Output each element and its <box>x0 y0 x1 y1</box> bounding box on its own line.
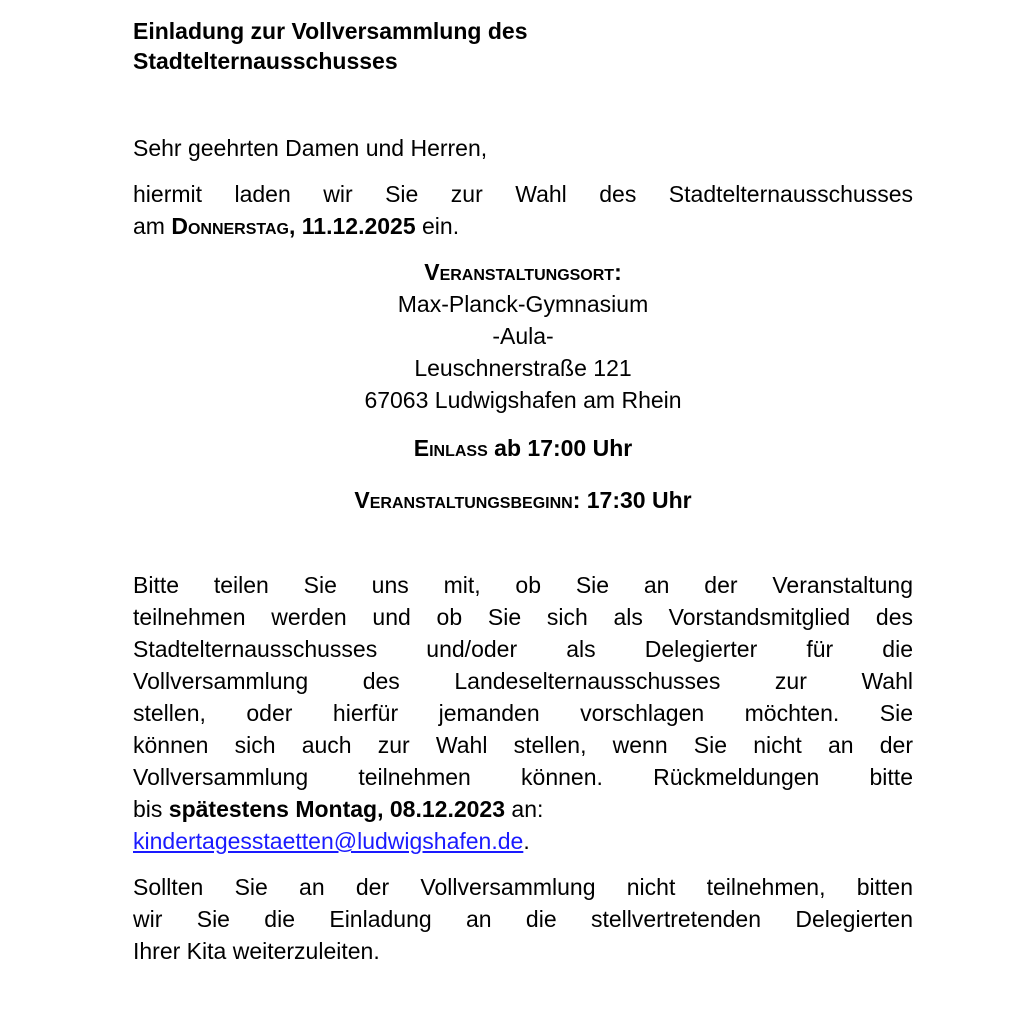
reply-paragraph <box>133 569 913 857</box>
venue-room: -Aula- <box>492 323 554 349</box>
invitation-prefix: am <box>133 213 172 239</box>
invitation-suffix: ein. <box>415 213 460 239</box>
start-label: Veranstaltungsbeginn <box>354 487 573 513</box>
deadline-suffix: an: <box>505 796 544 822</box>
document-page <box>133 16 913 967</box>
title-line-2: Stadtelternausschusses <box>133 48 398 74</box>
reply-line-4: Vollversammlung des Landeselternausschusses zur Wahl <box>133 668 913 694</box>
forward-line-3: Ihrer Kita weiterzuleiten. <box>133 938 380 964</box>
forward-paragraph <box>133 871 913 967</box>
venue-label: Veranstaltungsort: <box>424 259 622 285</box>
email-suffix: . <box>523 828 530 854</box>
venue-name: Max-Planck-Gymnasium <box>397 291 649 317</box>
entry-label: Einlass <box>413 435 488 461</box>
invitation-line-2 <box>133 210 913 242</box>
event-weekday: Donnerstag <box>171 213 289 239</box>
event-date-comma: , <box>289 213 296 239</box>
forward-line-1: Sollten Sie an der Vollversammlung nicht teilnehmen, bitten <box>133 874 913 900</box>
deadline-prefix: bis <box>133 796 169 822</box>
venue-city: 67063 Ludwigshafen am Rhein <box>364 387 682 413</box>
venue-street: Leuschnerstraße 121 <box>414 355 632 381</box>
schedule-block <box>133 432 913 516</box>
venue-block <box>133 256 913 416</box>
entry-value: ab 17:00 Uhr <box>487 435 633 461</box>
reply-line-6: können sich auch zur Wahl stellen, wenn Sie nicht an der <box>133 732 913 758</box>
reply-line-3: Stadtelternausschusses und/oder als Delegierter für die <box>133 636 913 662</box>
invitation-line-1: hiermit laden wir Sie zur Wahl des Stadtelternausschusses <box>133 181 913 207</box>
reply-line-2: teilnehmen werden und ob Sie sich als Vorstandsmitglied des <box>133 604 913 630</box>
forward-line-2: wir Sie die Einladung an die stellvertretenden Delegierten <box>133 906 913 932</box>
invitation-paragraph <box>133 178 913 242</box>
document-title <box>133 16 913 76</box>
start-time <box>133 484 913 516</box>
salutation: Sehr geehrten Damen und Herren, <box>133 135 488 161</box>
email-link[interactable]: kindertagesstaetten@ludwigshafen.de <box>133 828 524 854</box>
reply-email-line <box>133 825 913 857</box>
reply-line-1: Bitte teilen Sie uns mit, ob Sie an der Veranstaltung <box>133 572 913 598</box>
entry-time <box>133 432 913 464</box>
title-line-1: Einladung zur Vollversammlung des <box>133 18 528 44</box>
reply-line-5: stellen, oder hierfür jemanden vorschlagen möchten. Sie <box>133 700 913 726</box>
event-date: 11.12.2025 <box>295 213 416 239</box>
reply-deadline: spätestens Montag, 08.12.2023 <box>168 796 506 822</box>
reply-deadline-line <box>133 793 913 825</box>
reply-line-7: Vollversammlung teilnehmen können. Rückmeldungen bitte <box>133 764 913 790</box>
start-value: : 17:30 Uhr <box>572 487 692 513</box>
